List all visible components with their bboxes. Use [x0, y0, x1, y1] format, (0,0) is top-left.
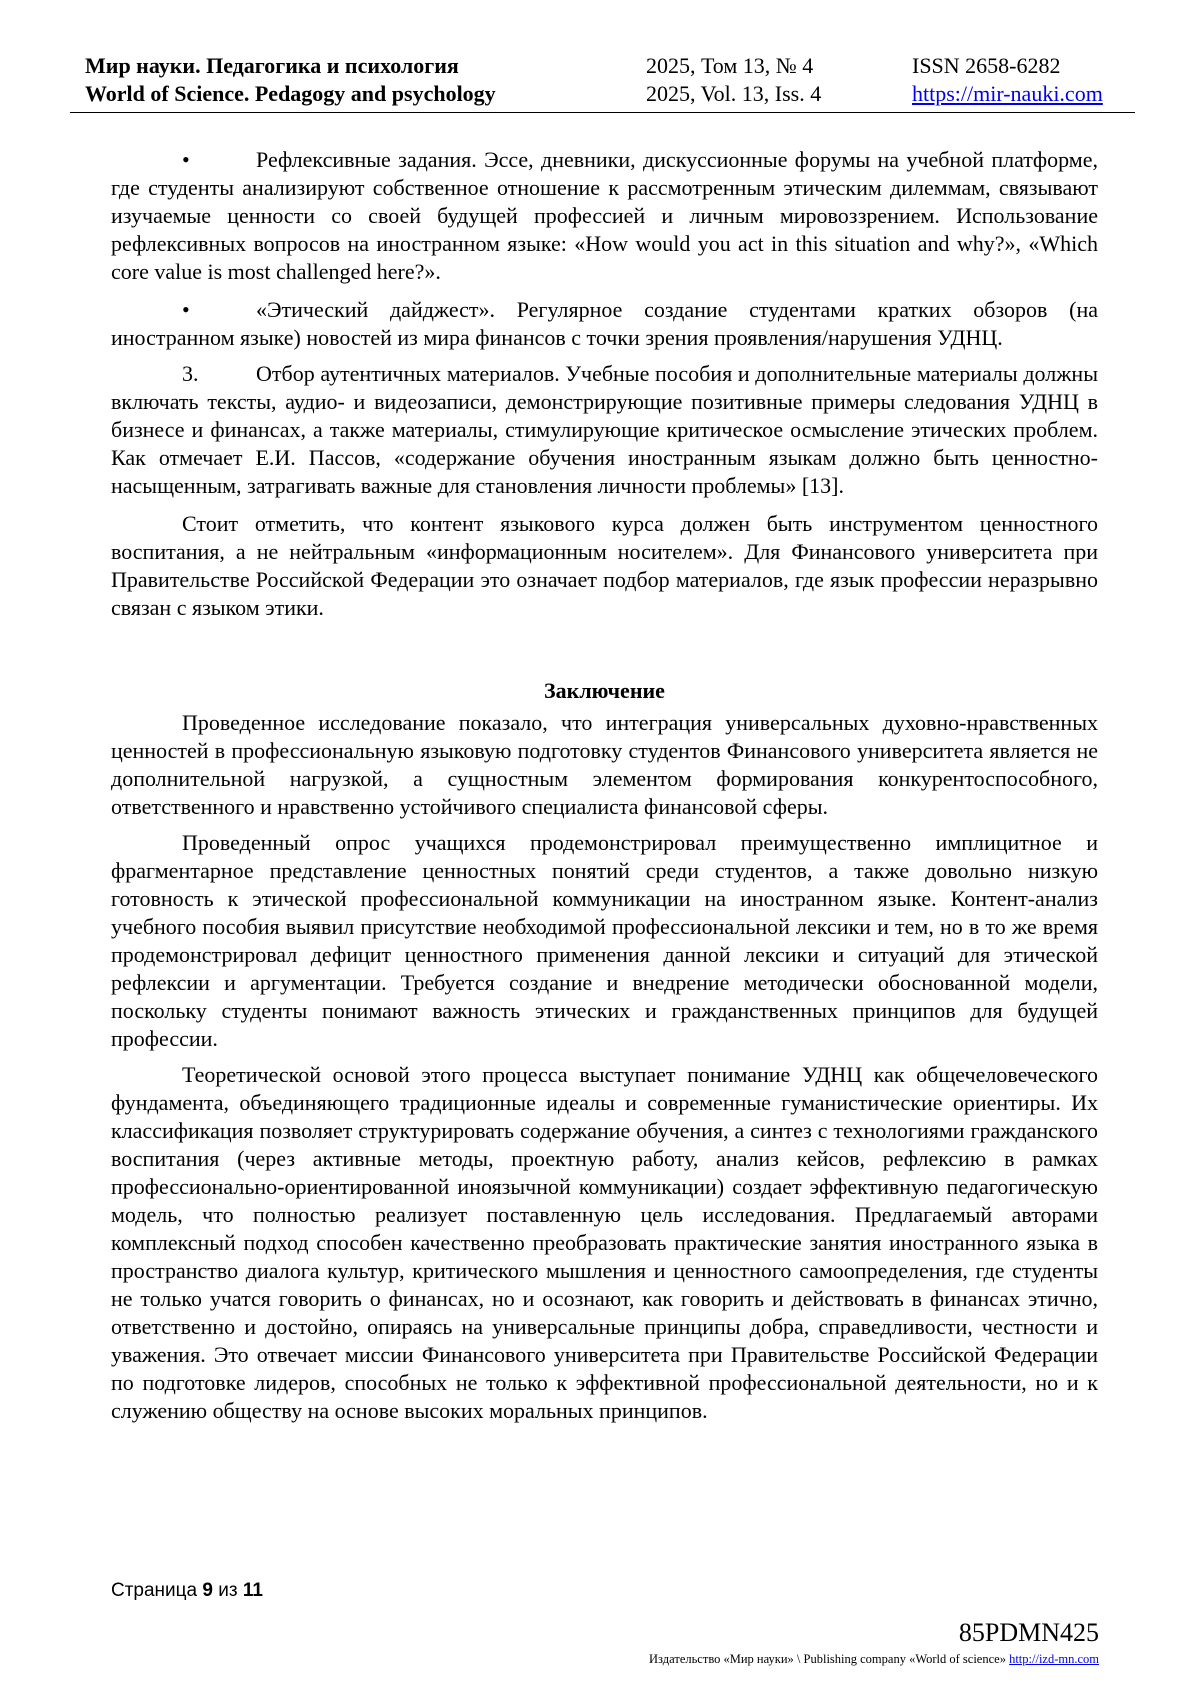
bullet-marker: •: [182, 297, 190, 322]
paragraph: Стоит отметить, что контент языкового курса должен быть инструментом ценностного воспитания, а не нейтральным «информационным носителем». Для Финансового университета при Правительстве Российской Федерации это означает подбор материалов, где язык профессии неразрывно связан с языком этики.: [111, 511, 1098, 620]
issue-info-en: 2025, Vol. 13, Iss. 4: [646, 81, 822, 106]
page-total: 11: [242, 1580, 263, 1601]
header-row-english: [85, 79, 1125, 109]
header-divider: [70, 112, 1135, 113]
item-text: Отбор аутентичных материалов. Учебные пособия и дополнительные материалы должны включать тексты, аудио- и видеозаписи, демонстрирующие позитивные примеры следования УДНЦ в бизнесе и финансах, а также материалы, стимулирующие критическое осмысление этических проблем. Как отмечает Е.И. Пассов, «содержание обучения иностранным языкам должно быть ценностно-насыщенным, затрагивать важные для становления личности проблемы» [13].: [111, 361, 1098, 498]
article-body: [111, 146, 1098, 1425]
journal-title-ru: Мир науки. Педагогика и психология: [85, 53, 459, 78]
bullet-text: «Этический дайджест». Регулярное создание студентами кратких обзоров (на иностранном языке) новостей из мира финансов с точки зрения проявления/нарушения УДНЦ.: [111, 297, 1098, 350]
paragraph: Теоретической основой этого процесса выступает понимание УДНЦ как общечеловеческого фундамента, объединяющего традиционные идеалы и современные гуманистические ориентиры. Их классификация позволяет структурировать содержание обучения, а синтез с технологиями гражданского воспитания (через активные методы, проектную работу, анализ кейсов, рефлексию в рамках профессионально-ориентированной иноязычной коммуникации) создает эффективную педагогическую модель, что полностью реализует поставленную цель исследования. Предлагаемый авторами комплексный подход способен качественно преобразовать практические занятия иностранного языка в пространство диалога культур, критического мышления и ценностного самоопределения, где студенты не только учатся говорить о финансах, но и осознают, как говорить и действовать в финансах этично, ответственно и достойно, опираясь на универсальные принципы добра, справедливости, честности и уважения. Это отвечает миссии Финансового университета при Правительстве Российской Федерации по подготовке лидеров, способных не только к эффективной профессиональной деятельности, но и к служению обществу на основе высоких моральных принципов.: [111, 1062, 1098, 1423]
header-row-russian: [85, 51, 1125, 81]
bullet-ethical-digest: [111, 296, 1098, 352]
issn: ISSN 2658-6282: [912, 53, 1061, 78]
journal-url-link[interactable]: https://mir-nauki.com: [912, 81, 1103, 106]
item-number: 3.: [182, 361, 199, 386]
running-header: [85, 48, 1125, 112]
page-prefix: Страница: [111, 1580, 198, 1601]
publisher-line: [649, 1652, 1099, 1667]
journal-title-en: World of Science. Pedagogy and psychology: [85, 81, 496, 106]
page-current: 9: [202, 1580, 213, 1601]
page-counter: [111, 1580, 263, 1602]
article-code: 85PDMN425: [958, 1618, 1099, 1647]
paragraph: Проведенное исследование показало, что интеграция универсальных духовно-нравственных ценностей в профессиональную языковую подготовку студентов Финансового университета является не дополнительной нагрузкой, а сущностным элементом формирования конкурентоспособного, ответственного и нравственно устойчивого специалиста финансовой сферы.: [111, 710, 1098, 819]
issue-info-ru: 2025, Том 13, № 4: [646, 53, 814, 78]
numbered-item-3: [111, 360, 1098, 500]
section-heading-conclusion: Заключение: [544, 678, 665, 703]
bullet-marker: •: [182, 147, 190, 172]
publisher-text: Издательство «Мир науки» \ Publishing company «World of science»: [649, 1652, 1006, 1666]
bullet-reflexive-tasks: [111, 146, 1098, 286]
bullet-text: Рефлексивные задания. Эссе, дневники, дискуссионные форумы на учебной платформе, где студенты анализируют собственное отношение к рассмотренным этическим дилеммам, связывают изучаемые ценности со своей будущей профессией и личным мировоззрением. Использование рефлексивных вопросов на иностранном языке: «How would you act in this situation and why?», «Which core value is most challenged here?».: [111, 147, 1098, 284]
page-separator: из: [218, 1580, 238, 1601]
publisher-url-link[interactable]: http://izd-mn.com: [1009, 1652, 1099, 1666]
paragraph: Проведенный опрос учащихся продемонстрировал преимущественно имплицитное и фрагментарное представление ценностных понятий среди студентов, а также довольно низкую готовность к этической профессиональной коммуникации на иностранном языке. Контент-анализ учебного пособия выявил присутствие необходимой профессиональной лексики и тем, но в то же время продемонстрировал дефицит ценностного применения данной лексики и ситуаций для этической рефлексии и аргументации. Требуется создание и внедрение методически обоснованной модели, поскольку студенты понимают важность этических и гражданственных принципов для будущей профессии.: [111, 830, 1098, 1051]
